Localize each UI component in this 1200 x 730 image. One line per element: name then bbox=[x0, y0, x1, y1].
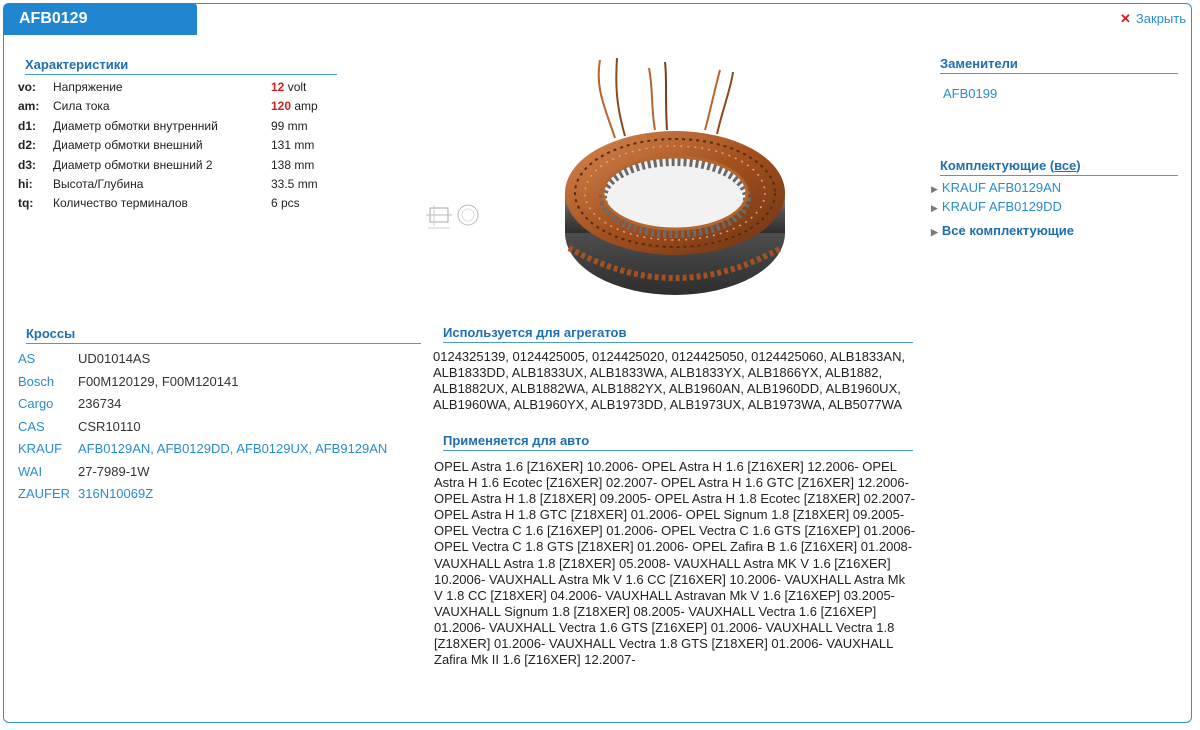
components-all-link[interactable]: все bbox=[1054, 158, 1077, 173]
cross-values bbox=[78, 438, 387, 460]
cross-values bbox=[78, 483, 153, 505]
cross-values: 236734 bbox=[78, 396, 122, 411]
component-link[interactable] bbox=[931, 199, 1062, 214]
cross-brand-link[interactable]: KRAUF bbox=[18, 441, 63, 456]
spec-code: am: bbox=[18, 99, 40, 114]
spec-name: Диаметр обмотки внешний bbox=[53, 138, 203, 153]
spec-name: Диаметр обмотки внутренний bbox=[53, 118, 218, 133]
spec-name: Высота/Глубина bbox=[53, 176, 144, 191]
cross-values: CSR10110 bbox=[78, 418, 141, 434]
all-components-link[interactable] bbox=[931, 223, 1074, 238]
specs-title: Характеристики bbox=[25, 57, 337, 75]
applies-to-title: Применяется для авто bbox=[443, 433, 913, 451]
spec-code: d3: bbox=[18, 157, 36, 172]
components-title-text: Комплектующие ( bbox=[940, 158, 1055, 173]
spec-code: d2: bbox=[18, 138, 36, 153]
spec-value: 99 mm bbox=[271, 118, 308, 133]
dimension-drawing-icon[interactable] bbox=[424, 202, 482, 230]
spec-value-unit: volt bbox=[284, 80, 307, 94]
substitute-link[interactable]: AFB0199 bbox=[943, 86, 998, 101]
product-title-tab bbox=[3, 3, 197, 35]
separator: , bbox=[308, 441, 316, 456]
cross-part-link[interactable]: AFB9129AN bbox=[315, 441, 388, 456]
close-label: Закрыть bbox=[1135, 11, 1186, 26]
cross-part-link[interactable]: AFB0129UX bbox=[236, 441, 309, 456]
triangle-right-icon: ▶ bbox=[931, 227, 938, 237]
stator-photo bbox=[555, 58, 795, 320]
cross-part-link[interactable]: AFB0129AN bbox=[78, 441, 151, 456]
spec-value-unit: amp bbox=[291, 99, 318, 114]
close-button[interactable] bbox=[1120, 11, 1186, 27]
cross-values: F00M120129, F00M120141 bbox=[78, 373, 239, 389]
cross-brand-link[interactable]: Bosch bbox=[18, 373, 55, 389]
spec-name: Количество терминалов bbox=[53, 196, 188, 211]
spec-value: 6 pcs bbox=[271, 196, 300, 211]
substitutes-title: Заменители bbox=[940, 56, 1178, 74]
spec-name: Сила тока bbox=[53, 99, 110, 114]
components-title bbox=[940, 158, 1178, 176]
cross-brand-link[interactable]: AS bbox=[18, 351, 36, 366]
spec-value bbox=[271, 97, 318, 116]
used-in-title: Используется для агрегатов bbox=[443, 325, 913, 343]
applies-to-text: OPEL Astra 1.6 [Z16XER] 10.2006- OPEL Astra H 1.6 [Z16XER] 12.2006- OPEL Astra H 1.6 Ecotec [Z16XER] 02.2007- OPEL Astra H 1.6 GTC [Z16XER] 12.2006- OPEL Astra H 1.8 [Z18XER] 09.2005- OPEL Astra H 1.8 Ecotec [Z18XER] 02.2007- OPEL Astra H 1.8 GTC [Z18XER] 01.2006- OPEL Signum 1.8 [Z18XER] 09.2005- OPEL Vectra C 1.6 [Z16XEP] 01.2006- OPEL Vectra C 1.6 GTS [Z16XEP] 01.2006- OPEL Vectra C 1.8 GTS [Z18XER] 01.2006- OPEL Zafira B 1.6 [Z16XER] 01.2008- VAUXHALL Astra 1.8 [Z18XER] 05.2008- VAUXHALL Astra MK V 1.6 [Z16XER] 10.2006- VAUXHALL Astra Mk V 1.6 CC [Z16XER] 10.2006- VAUXHALL Astra Mk V 1.8 CC [Z18XER] 04.2006- VAUXHALL Astravan Mk V 1.6 [Z16XEP] 03.2005- VAUXHALL Signum 1.8 [Z18XER] 08.2005- VAUXHALL Vectra 1.6 [Z16XEP] 01.2006- VAUXHALL Vectra 1.6 GTS [Z16XEP] 01.2006- VAUXHALL Vectra 1.8 [Z18XER] 01.2006- VAUXHALL Vectra 1.8 GTS [Z18XER] 01.2006- VAUXHALL Zafira Mk II 1.6 [Z16XER] 12.2007- bbox=[434, 459, 916, 668]
cross-brand-link[interactable]: ZAUFER bbox=[18, 486, 70, 501]
component-link[interactable] bbox=[931, 180, 1061, 195]
cross-brand-link[interactable]: Cargo bbox=[18, 396, 54, 411]
spec-code: tq: bbox=[18, 196, 34, 211]
spec-value: 33.5 mm bbox=[271, 176, 318, 191]
spec-value bbox=[271, 78, 306, 97]
triangle-right-icon: ▶ bbox=[931, 203, 938, 213]
spec-code: hi: bbox=[18, 176, 33, 191]
cross-brand-link[interactable]: CAS bbox=[18, 418, 45, 434]
cross-part-link[interactable]: AFB0129DD bbox=[156, 441, 230, 456]
spec-code: vo: bbox=[18, 80, 36, 94]
spec-value-number: 12 bbox=[271, 80, 285, 94]
separator: , bbox=[229, 441, 237, 456]
component-link-label: KRAUF AFB0129AN bbox=[941, 180, 1062, 195]
product-title: AFB0129 bbox=[19, 10, 88, 27]
cross-values: 27-7989-1W bbox=[78, 463, 150, 479]
all-components-label: Все комплектующие bbox=[941, 223, 1074, 238]
used-in-text: 0124325139, 0124425005, 0124425020, 0124425050, 0124425060, ALB1833AN, ALB1833DD, ALB1833UX, ALB1833WA, ALB1833YX, ALB1866YX, ALB1882, ALB1882UX, ALB1882WA, ALB1882YX, ALB1960AN, ALB1960DD, ALB1960UX, ALB1960WA, ALB1960YX, ALB1973DD, ALB1973UX, ALB1973WA, ALB5077WA bbox=[433, 349, 906, 413]
separator: , bbox=[150, 441, 157, 456]
spec-value: 131 mm bbox=[271, 138, 315, 153]
cross-values: UD01014AS bbox=[78, 351, 151, 366]
spec-code: d1: bbox=[18, 118, 36, 133]
components-title-end: ) bbox=[1076, 158, 1081, 173]
spec-value: 138 mm bbox=[271, 157, 315, 172]
triangle-right-icon: ▶ bbox=[931, 184, 938, 194]
cross-brand-link[interactable]: WAI bbox=[18, 463, 43, 479]
spec-value-number: 120 bbox=[271, 99, 292, 114]
crosses-title: Кроссы bbox=[26, 326, 421, 344]
cross-part-link[interactable]: 316N10069Z bbox=[78, 486, 154, 501]
component-link-label: KRAUF AFB0129DD bbox=[941, 199, 1062, 214]
x-icon: ✕ bbox=[1120, 11, 1131, 26]
spec-name: Напряжение bbox=[53, 80, 123, 94]
spec-name: Диаметр обмотки внешний 2 bbox=[53, 157, 213, 172]
